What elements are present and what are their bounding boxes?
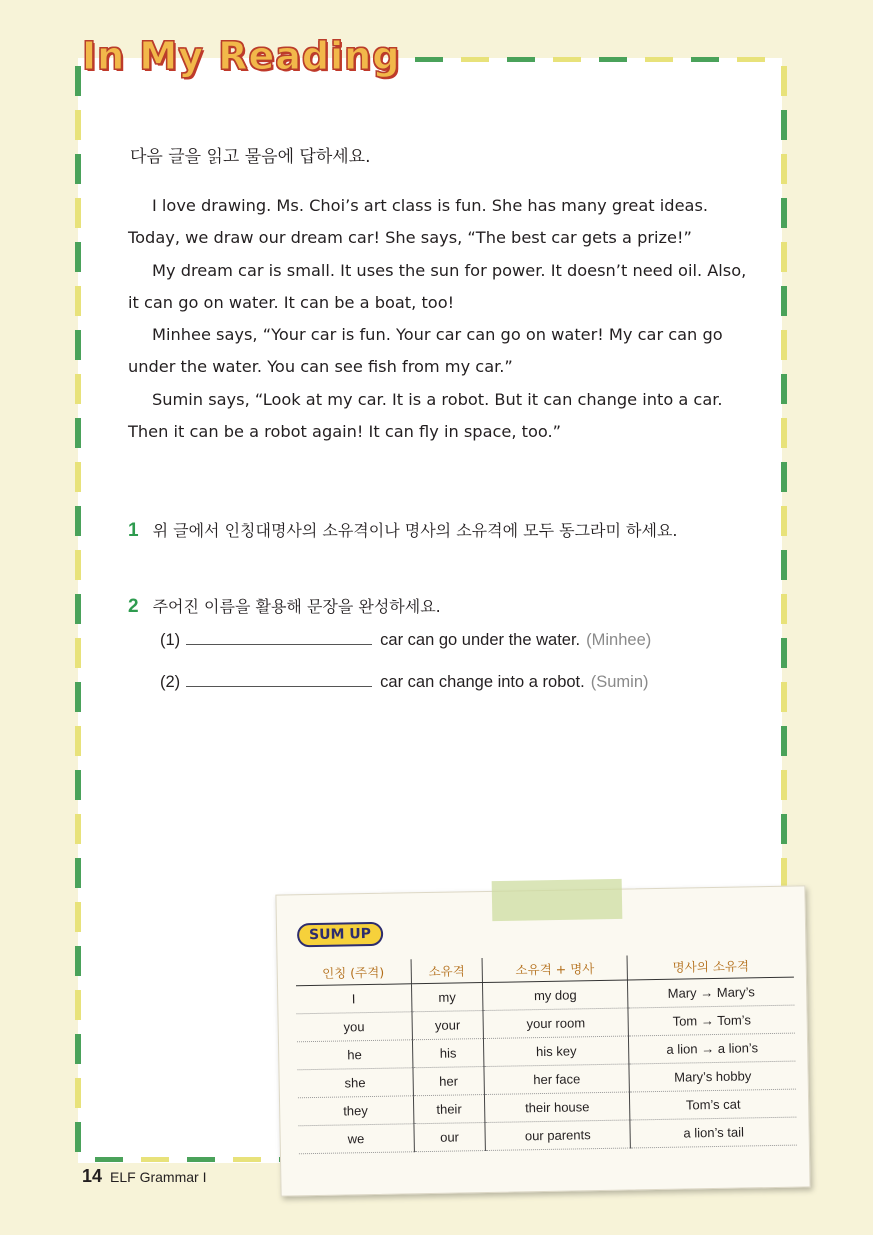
blank-item-1 [160, 630, 651, 650]
table-cell: his [412, 1039, 484, 1068]
question-number: 1 [128, 520, 139, 541]
instruction: 다음 글을 읽고 물음에 답하세요. [130, 147, 371, 167]
answer-blank[interactable] [186, 630, 372, 645]
blank-sentence: car can change into a robot. [380, 673, 585, 691]
table-cell: his key [484, 1036, 630, 1067]
table-cell: a lion’s tail [630, 1117, 797, 1148]
table-cell: she [297, 1068, 413, 1098]
tape-strip [492, 879, 623, 921]
table-cell: your room [483, 1008, 629, 1039]
passage-paragraph: Minhee says, “Your car is fun. Your car can go on water! My car can go under the water. You can see fish from my car.” [128, 325, 723, 377]
table-cell: we [298, 1124, 414, 1154]
page-title: In My Reading [82, 34, 401, 78]
question-text: 위 글에서 인칭대명사의 소유격이나 명사의 소유격에 모두 동그라미 하세요. [152, 521, 678, 540]
table-cell: our [414, 1123, 486, 1152]
table-header: 인칭 (주격) [296, 959, 412, 986]
question-number: 2 [128, 596, 139, 617]
table-cell: my [411, 983, 483, 1012]
table-cell: he [297, 1040, 413, 1070]
book-title: ELF Grammar I [110, 1169, 207, 1185]
table-cell: they [298, 1096, 414, 1126]
table-cell: Mary’s hobby [629, 1061, 796, 1092]
blank-item-2 [160, 672, 649, 692]
passage-paragraph: My dream car is small. It uses the sun for power. It doesn’t need oil. Also, it can go on water. It can be a boat, too! [128, 260, 747, 312]
blank-sentence: car can go under the water. [380, 631, 581, 649]
table-cell: our parents [485, 1120, 631, 1151]
passage-paragraph: Sumin says, “Look at my car. It is a robot. But it can change into a car. Then it can be a robot again! It can fly in space, too.” [128, 389, 723, 442]
sum-up-badge: SUM UP [297, 922, 383, 947]
table-header: 소유격 + 명사 [482, 956, 627, 983]
table-cell: you [296, 1012, 412, 1042]
table-header: 소유격 [411, 958, 483, 984]
blank-label: (1) [160, 631, 181, 649]
page-number: 14 [82, 1166, 103, 1186]
table-cell: her face [484, 1064, 630, 1095]
table-cell: her [413, 1067, 485, 1096]
table-cell: their house [485, 1092, 631, 1123]
question-2 [128, 594, 441, 618]
table-cell: a lion → a lion’s [629, 1033, 796, 1064]
question-1 [128, 518, 678, 542]
answer-blank[interactable] [186, 672, 372, 687]
table-cell: their [413, 1095, 485, 1124]
table-cell: Mary → Mary’s [628, 977, 795, 1008]
blank-hint: (Minhee) [586, 631, 652, 649]
blank-label: (2) [160, 673, 181, 691]
table-cell: Tom → Tom’s [628, 1005, 795, 1036]
table-cell: my dog [483, 980, 629, 1011]
sum-up-table [296, 953, 797, 1155]
passage-paragraph: I love drawing. Ms. Choi’s art class is fun. She has many great ideas. Today, we draw our dream car! She says, “The best car gets a prize!” [128, 196, 709, 248]
sum-up-card [275, 885, 810, 1196]
table-cell: Tom’s cat [630, 1089, 797, 1120]
blank-hint: (Sumin) [590, 673, 649, 691]
question-text: 주어진 이름을 활용해 문장을 완성하세요. [152, 597, 441, 616]
table-cell: I [296, 984, 412, 1014]
table-cell: your [412, 1011, 484, 1040]
reading-passage [128, 190, 748, 448]
table-header: 명사의 소유격 [627, 953, 794, 980]
page-footer [82, 1166, 207, 1187]
